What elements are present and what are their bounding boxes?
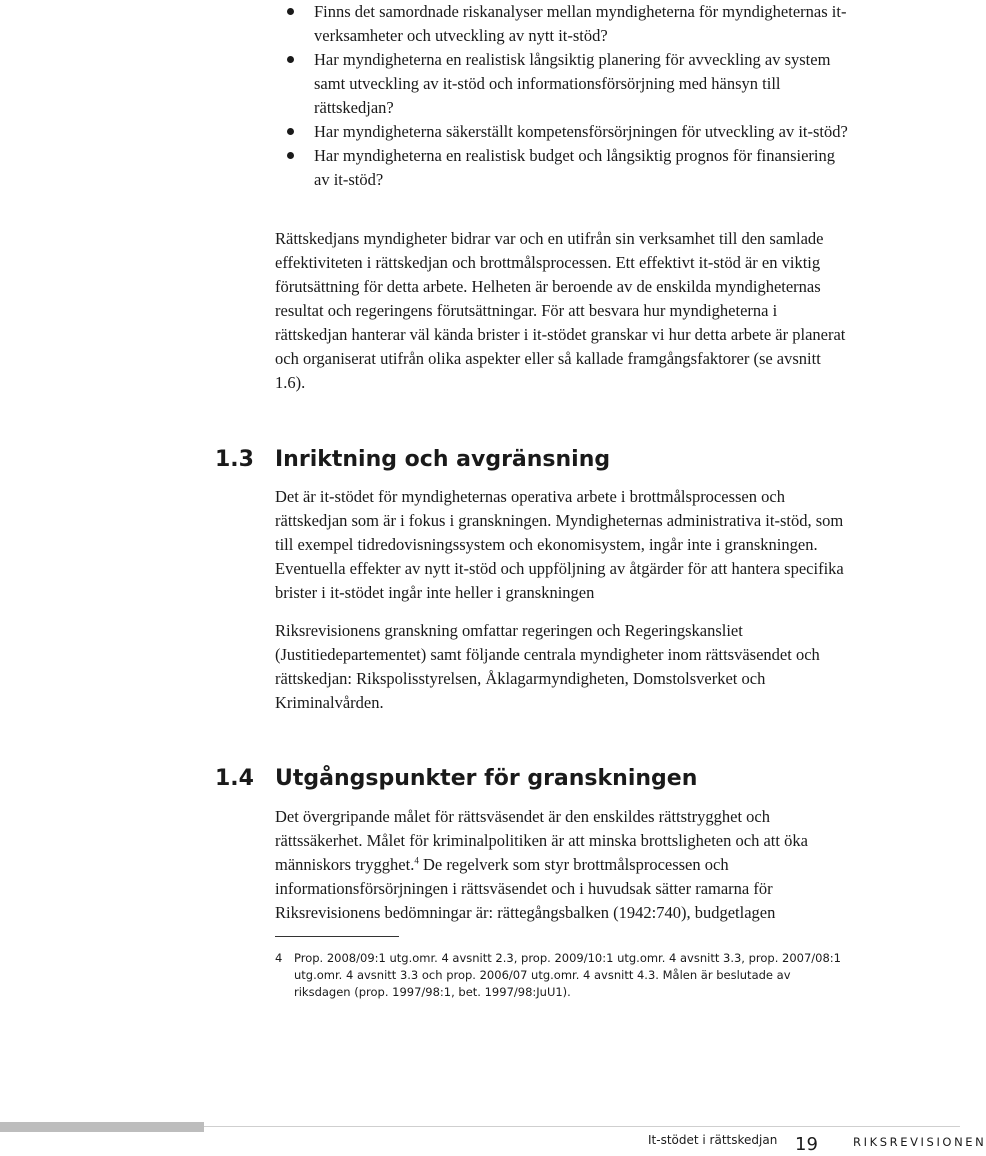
section-1-3-paragraph-1: Det är it-stödet för myndigheternas operativa arbete i brottmålsprocessen och rättskedjan som är i fokus i granskningen. Myndigheternas administrativa it-stöd, som till exempel tidredovisningssystem och ekonomisystem, ingår inte i granskningen. Eventuella effekter av nytt it-stöd och uppföljning av åtgärder för att hantera specifika brister i it-stödet ingår inte heller i granskningen — [275, 487, 844, 602]
paragraph-text: De regelverk som styr brottmålsprocessen och informationsförsörjningen i rättsväsendet och i huvudsak sätter ramarna för Riksrevisionens bedömningar är: rättegångsbalken (1942:740), budgetlagen — [275, 855, 776, 922]
question-list — [290, 0, 850, 192]
list-item — [290, 144, 850, 192]
footer-organization: RIKSREVISIONEN — [853, 1135, 986, 1149]
footnote-reference[interactable]: 4 — [414, 855, 419, 866]
section-title: Utgångspunkter för granskningen — [275, 766, 698, 791]
bullet-icon — [287, 152, 294, 159]
list-item — [290, 48, 850, 120]
section-number: 1.4 — [215, 766, 254, 791]
bullet-text: Har myndigheterna en realistisk långsiktig planering för avveckling av system samt utveckling av it-stöd och informationsförsörjning med hänsyn till rättskedjan? — [314, 50, 831, 117]
section-title: Inriktning och avgränsning — [275, 447, 611, 472]
footer-document-title: It-stödet i rättskedjan — [648, 1133, 778, 1147]
intro-paragraph: Rättskedjans myndigheter bidrar var och en utifrån sin verksamhet till den samlade effektiviteten i rättskedjan och brottmålsprocessen. Ett effektivt it-stöd är en viktig förutsättning för detta arbete. Helheten är beroende av de enskilda myndigheternas resultat och regeringens förutsättningar. För att besvara hur myndigheterna i rättskedjan hanterar väl kända brister i it-stödet granskar vi hur detta arbete är planerat och organiserat utifrån olika aspekter eller så kallade framgångsfaktorer (se avsnitt 1.6). — [275, 229, 846, 392]
footer-line — [204, 1126, 960, 1127]
bullet-icon — [287, 8, 294, 15]
footnote — [275, 950, 850, 1001]
bullet-text: Har myndigheterna en realistisk budget och långsiktig prognos för finansiering av it-stöd? — [314, 146, 835, 189]
footnote-divider — [275, 936, 399, 937]
section-heading-1-3 — [215, 447, 610, 472]
bullet-icon — [287, 56, 294, 63]
page-number: 19 — [795, 1134, 818, 1155]
bullet-text: Har myndigheterna säkerställt kompetensförsörjningen för utveckling av it-stöd? — [314, 122, 848, 141]
footnote-text: Prop. 2008/09:1 utg.omr. 4 avsnitt 2.3, prop. 2009/10:1 utg.omr. 4 avsnitt 3.3, prop. 2007/08:1 utg.omr. 4 avsnitt 3.3 och prop. 2006/07 utg.omr. 4 avsnitt 4.3. Målen är beslutade av riksdagen (prop. 1997/98:1, bet. 1997/98:JuU1). — [294, 951, 842, 999]
footnote-number: 4 — [275, 951, 283, 965]
paragraph-text: Det övergripande målet för rättsväsendet är den enskildes rättstrygghet och rättssäkerhet. Målet för kriminalpolitiken är att minska brottsligheten och att öka människors trygghet. — [275, 807, 808, 874]
bullet-icon — [287, 128, 294, 135]
list-item — [290, 0, 850, 48]
section-1-4-paragraph — [275, 805, 850, 925]
footer-bar — [0, 1122, 204, 1132]
section-1-3-paragraph-2: Riksrevisionens granskning omfattar regeringen och Regeringskansliet (Justitiedepartementet) samt följande centrala myndigheter inom rättsväsendet och rättskedjan: Rikspolisstyrelsen, Åklagarmyndigheten, Domstolsverket och Kriminalvården. — [275, 621, 820, 712]
bullet-text: Finns det samordnade riskanalyser mellan myndigheterna för myndigheternas it-verksamheter och utveckling av nytt it-stöd? — [314, 2, 847, 45]
list-item — [290, 120, 850, 144]
section-heading-1-4 — [215, 766, 697, 791]
section-number: 1.3 — [215, 447, 254, 472]
